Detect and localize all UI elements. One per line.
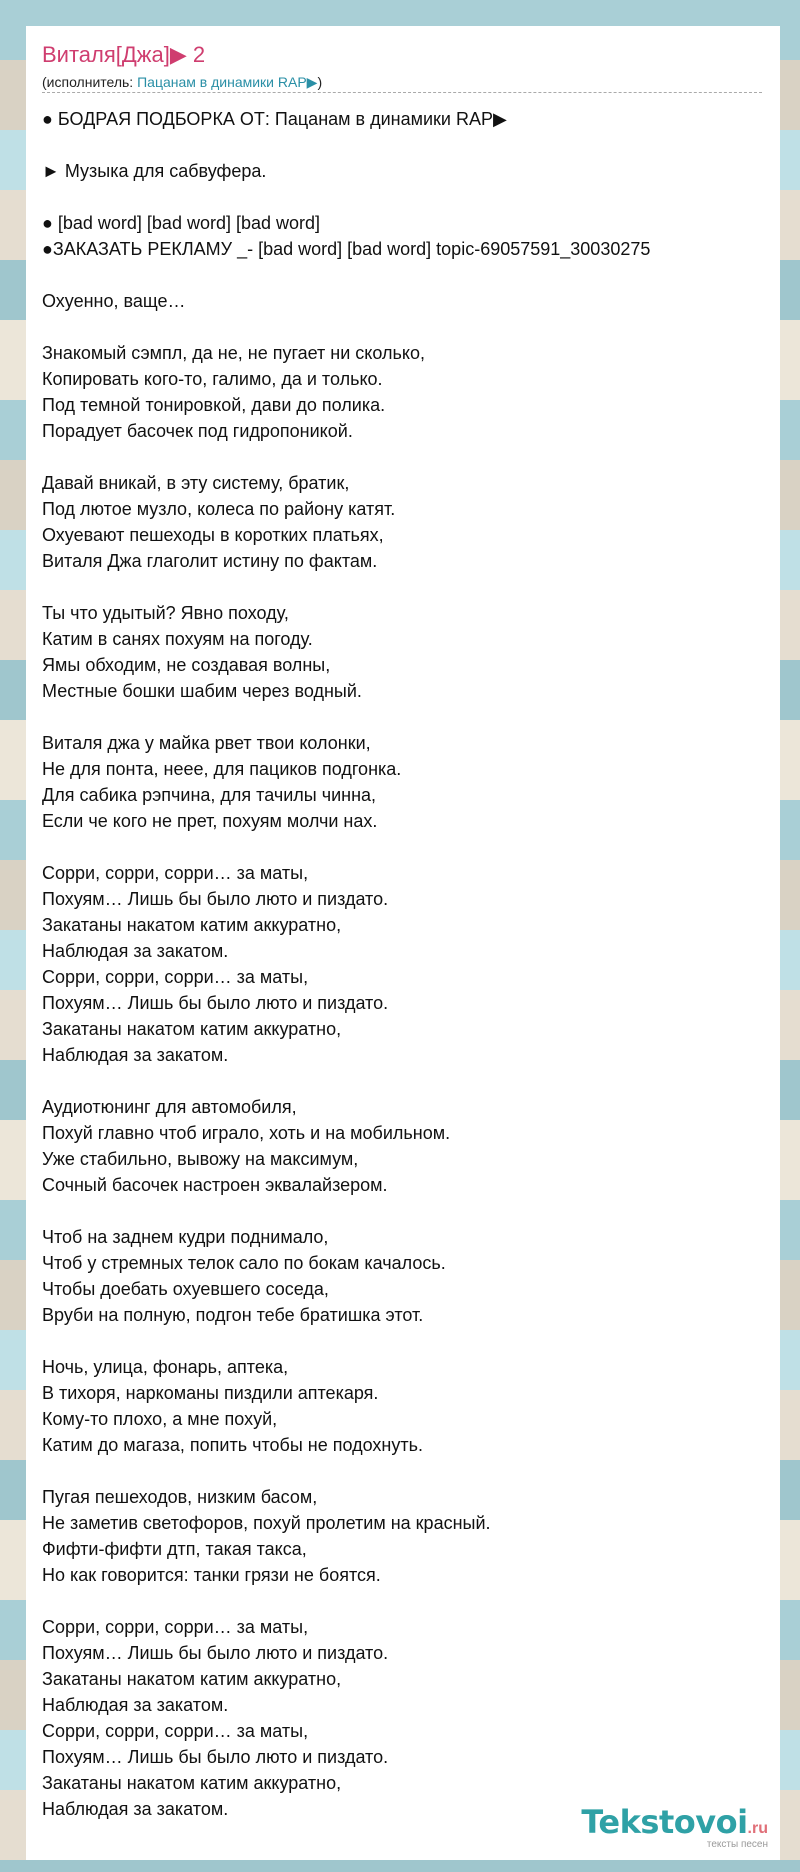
lyrics-blank-line [42, 704, 762, 730]
lyrics-line: В тихоря, наркоманы пиздили аптекаря. [42, 1383, 379, 1403]
lyrics-line: Пугая пешеходов, низким басом, [42, 1487, 318, 1507]
lyrics-line: Наблюдая за закатом. [42, 941, 229, 961]
lyrics-line: Наблюдая за закатом. [42, 1799, 229, 1819]
artist-link[interactable]: Пацанам в динамики RAP▶ [137, 74, 318, 90]
lyrics-line: Закатаны накатом катим аккуратно, [42, 1773, 342, 1793]
lyrics-line: Под темной тонировкой, дави до полика. [42, 395, 386, 415]
lyrics-line: Если че кого не прет, похуям молчи нах. [42, 811, 378, 831]
lyrics-line: Для сабика рэпчина, для тачилы чинна, [42, 785, 377, 805]
lyrics-body [42, 106, 762, 1822]
logo-text: Tekstovoi [581, 1803, 748, 1841]
lyrics-line: Виталя Джа глаголит истину по фактам. [42, 551, 378, 571]
lyrics-line: Наблюдая за закатом. [42, 1695, 229, 1715]
lyrics-line: ► Музыка для сабвуфера. [42, 161, 267, 181]
lyrics-line: Копировать кого-то, галимо, да и только. [42, 369, 383, 389]
lyrics-line: Но как говорится: танки грязи не боятся. [42, 1565, 381, 1585]
lyrics-line: Фифти-фифти дтп, такая такса, [42, 1539, 307, 1559]
lyrics-line: Вруби на полную, подгон тебе братишка этот. [42, 1305, 424, 1325]
lyrics-line: Не для понта, неее, для пациков подгонка. [42, 759, 402, 779]
lyrics-blank-line [42, 1458, 762, 1484]
lyrics-line: Похуям… Лишь бы было люто и пиздато. [42, 1747, 389, 1767]
lyrics-line: Кому-то плохо, а мне похуй, [42, 1409, 278, 1429]
logo-subtitle: тексты песен [706, 1839, 768, 1850]
content-card [26, 26, 780, 1860]
lyrics-line: Наблюдая за закатом. [42, 1045, 229, 1065]
logo-tld: .ru [747, 1820, 768, 1837]
lyrics-line: Похуям… Лишь бы было люто и пиздато. [42, 1643, 389, 1663]
lyrics-blank-line [42, 1588, 762, 1614]
lyrics-line: Чтоб на заднем кудри поднимало, [42, 1227, 329, 1247]
artist-prefix: (исполнитель: [42, 74, 138, 90]
lyrics-line: Уже стабильно, вывожу на максимум, [42, 1149, 359, 1169]
lyrics-line: Давай вникай, в эту систему, братик, [42, 473, 350, 493]
lyrics-blank-line [42, 1328, 762, 1354]
lyrics-line: Похуям… Лишь бы было люто и пиздато. [42, 889, 389, 909]
lyrics-line: Сорри, сорри, сорри… за маты, [42, 1721, 309, 1741]
lyrics-line: Сорри, сорри, сорри… за маты, [42, 863, 309, 883]
lyrics-line: Охуенно, ваще… [42, 291, 186, 311]
header-divider [42, 92, 762, 93]
lyrics-line: Ямы обходим, не создавая волны, [42, 655, 331, 675]
lyrics-line: Похуй главно чтоб играло, хоть и на мобильном. [42, 1123, 451, 1143]
lyrics-line: Сочный басочек настроен эквалайзером. [42, 1175, 388, 1195]
lyrics-blank-line [42, 1068, 762, 1094]
lyrics-line: Местные бошки шабим через водный. [42, 681, 362, 701]
lyrics-blank-line [42, 314, 762, 340]
lyrics-line: Сорри, сорри, сорри… за маты, [42, 1617, 309, 1637]
lyrics-line: Виталя джа у майка рвет твои колонки, [42, 733, 371, 753]
song-title: Виталя[Джа]▶ 2 [42, 42, 206, 67]
lyrics-line: Чтоб у стремных телок сало по бокам качалось. [42, 1253, 446, 1273]
lyrics-blank-line [42, 262, 762, 288]
lyrics-blank-line [42, 132, 762, 158]
lyrics-line: Катим в санях похуям на погоду. [42, 629, 313, 649]
lyrics-blank-line [42, 574, 762, 600]
lyrics-line: Ты что удытый? Явно походу, [42, 603, 289, 623]
lyrics-line: Не заметив светофоров, похуй пролетим на красный. [42, 1513, 491, 1533]
lyrics-line: Аудиотюнинг для автомобиля, [42, 1097, 297, 1117]
lyrics-line: Сорри, сорри, сорри… за маты, [42, 967, 309, 987]
lyrics-blank-line [42, 834, 762, 860]
lyrics-line: Закатаны накатом катим аккуратно, [42, 915, 342, 935]
lyrics-line: ● [bad word] [bad word] [bad word] [42, 213, 321, 233]
site-logo[interactable] [581, 1803, 768, 1850]
lyrics-line: Похуям… Лишь бы было люто и пиздато. [42, 993, 389, 1013]
lyrics-line: Порадует басочек под гидропоникой. [42, 421, 353, 441]
artist-suffix: ) [317, 74, 323, 90]
lyrics-line: Катим до магаза, попить чтобы не подохнуть. [42, 1435, 423, 1455]
artist-line [42, 74, 322, 91]
lyrics-line: Под лютое музло, колеса по району катят. [42, 499, 396, 519]
lyrics-line: Закатаны накатом катим аккуратно, [42, 1019, 342, 1039]
lyrics-blank-line [42, 444, 762, 470]
lyrics-line: Закатаны накатом катим аккуратно, [42, 1669, 342, 1689]
lyrics-line: ●ЗАКАЗАТЬ РЕКЛАМУ _- [bad word] [bad word] topic-69057591_30030275 [42, 239, 651, 259]
lyrics-line: Ночь, улица, фонарь, аптека, [42, 1357, 289, 1377]
lyrics-line: Охуевают пешеходы в коротких платьях, [42, 525, 384, 545]
lyrics-line: ● БОДРАЯ ПОДБОРКА ОТ: Пацанам в динамики RAP▶ [42, 109, 507, 129]
lyrics-line: Чтобы доебать охуевшего соседа, [42, 1279, 329, 1299]
lyrics-blank-line [42, 1198, 762, 1224]
lyrics-line: Знакомый сэмпл, да не, не пугает ни сколько, [42, 343, 425, 363]
lyrics-blank-line [42, 184, 762, 210]
